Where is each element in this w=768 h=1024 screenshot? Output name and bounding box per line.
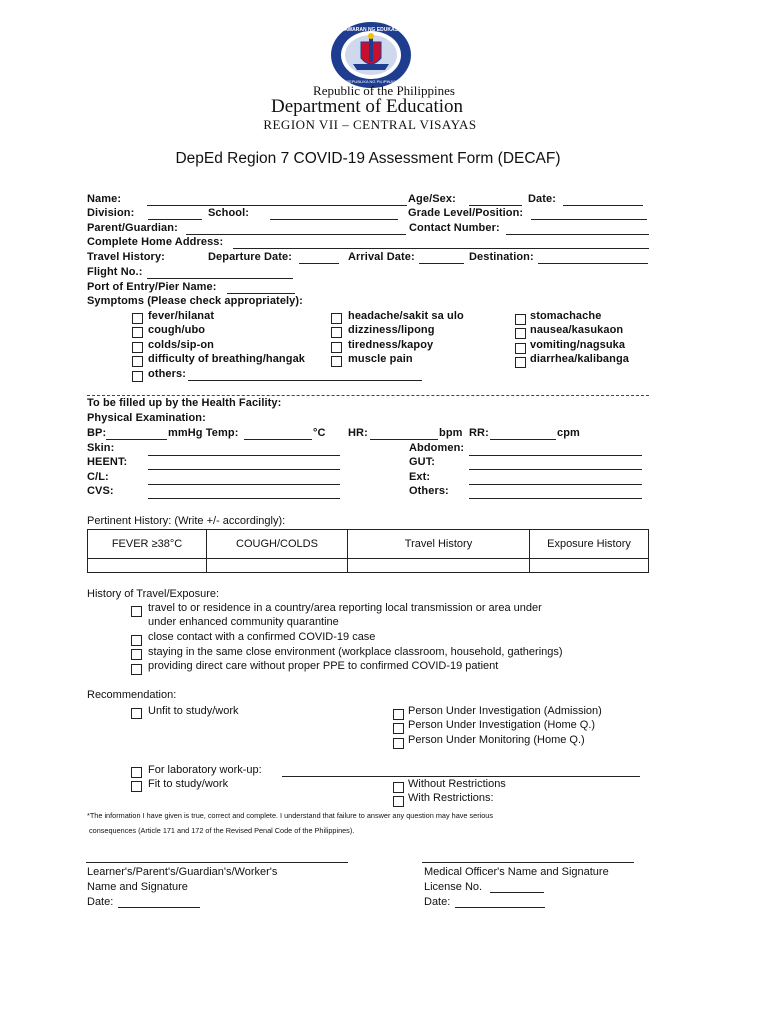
age-sex-label: Age/Sex:	[408, 193, 456, 205]
direct-care-label: providing direct care without proper PPE to confirmed COVID-19 patient	[148, 660, 499, 672]
exposure-cell[interactable]	[530, 559, 649, 573]
travel-cell[interactable]	[348, 559, 530, 573]
cvs-field[interactable]	[148, 498, 340, 499]
learner-name-signature-label: Name and Signature	[87, 881, 188, 893]
seal-inner-text: REPUBLIKA NG PILIPINAS	[346, 79, 396, 84]
dizziness-label: dizziness/lipong	[348, 324, 435, 336]
learner-date-field[interactable]	[118, 907, 200, 908]
nausea-label: nausea/kasukaon	[530, 324, 624, 336]
learner-signature-label: Learner's/Parent's/Guardian's/Worker's	[87, 866, 278, 878]
parent-guardian-field[interactable]	[186, 234, 406, 235]
vomiting-checkbox[interactable]	[515, 343, 526, 354]
pui-home-label: Person Under Investigation (Home Q.)	[408, 719, 596, 731]
medical-officer-date-label: Date:	[424, 896, 451, 908]
others-field[interactable]	[188, 380, 422, 381]
hr-label: HR:	[348, 427, 368, 439]
ext-field[interactable]	[469, 484, 642, 485]
without-restrictions-checkbox[interactable]	[393, 782, 404, 793]
school-label: School:	[208, 207, 250, 219]
date-label: Date:	[528, 193, 557, 205]
table-row	[88, 559, 649, 573]
cough-checkbox[interactable]	[132, 327, 143, 338]
departure-date-label: Departure Date:	[208, 251, 293, 263]
pertinent-history-heading: Pertinent History: (Write +/- accordingly):	[87, 515, 286, 527]
vomiting-label: vomiting/nagsuka	[530, 339, 626, 351]
flight-no-field[interactable]	[147, 278, 293, 279]
division-field[interactable]	[148, 219, 202, 220]
deped-seal-logo	[327, 20, 415, 90]
medical-officer-date-field[interactable]	[455, 907, 545, 908]
cvs-label: CVS:	[87, 485, 114, 497]
physical-exam-heading: Physical Examination:	[87, 412, 206, 424]
fit-label: Fit to study/work	[148, 778, 229, 790]
destination-field[interactable]	[538, 263, 648, 264]
disclaimer-text: *The information I have given is true, correct and complete. I understand that failure to answer any question may have serious	[87, 811, 494, 820]
cough-label: cough/ubo	[148, 324, 206, 336]
difficulty-breathing-label: difficulty of breathing/hangak	[148, 353, 306, 365]
muscle-pain-checkbox[interactable]	[331, 356, 342, 367]
diarrhea-checkbox[interactable]	[515, 357, 526, 368]
medical-officer-label: Medical Officer's Name and Signature	[424, 866, 609, 878]
fever-cell[interactable]	[88, 559, 207, 573]
travel-column-header: Travel History	[348, 530, 530, 559]
colds-label: colds/sip-on	[148, 339, 214, 351]
same-environment-checkbox[interactable]	[131, 649, 142, 660]
parent-guardian-label: Parent/Guardian:	[87, 222, 178, 234]
others-pe-label: Others:	[409, 485, 449, 497]
colds-checkbox[interactable]	[132, 342, 143, 353]
temp-field[interactable]	[244, 439, 312, 440]
destination-label: Destination:	[469, 251, 534, 263]
travel-exposure-heading: History of Travel/Exposure:	[87, 588, 220, 600]
exposure-column-header: Exposure History	[530, 530, 649, 559]
skin-field[interactable]	[148, 455, 340, 456]
arrival-date-label: Arrival Date:	[348, 251, 415, 263]
with-restrictions-label: With Restrictions:	[408, 792, 494, 804]
home-address-label: Complete Home Address:	[87, 236, 224, 248]
abdomen-field[interactable]	[469, 455, 642, 456]
others-label: others:	[148, 368, 186, 380]
division-label: Division:	[87, 207, 135, 219]
skin-label: Skin:	[87, 442, 115, 454]
with-restrictions-checkbox[interactable]	[393, 796, 404, 807]
departure-date-field[interactable]	[299, 263, 339, 264]
gut-field[interactable]	[469, 469, 642, 470]
region-label: REGION VII – CENTRAL VISAYAS	[263, 117, 477, 132]
bp-field[interactable]	[106, 439, 167, 440]
pui-admission-label: Person Under Investigation (Admission)	[408, 705, 602, 717]
dizziness-checkbox[interactable]	[331, 327, 342, 338]
table-header-row	[88, 530, 649, 559]
disclaimer-text-cont: consequences (Article 171 and 172 of the Revised Penal Code of the Philippines).	[89, 826, 355, 835]
others-checkbox[interactable]	[132, 371, 143, 382]
cl-label: C/L:	[87, 471, 109, 483]
celsius-unit: °C	[313, 427, 326, 439]
travel-residence-checkbox[interactable]	[131, 606, 142, 617]
fit-checkbox[interactable]	[131, 781, 142, 792]
unfit-checkbox[interactable]	[131, 708, 142, 719]
without-restrictions-label: Without Restrictions	[408, 778, 506, 790]
close-contact-label: close contact with a confirmed COVID-19 case	[148, 631, 376, 643]
pui-admission-checkbox[interactable]	[393, 709, 404, 720]
same-environment-label: staying in the same close environment (workplace classroom, household, gatherings)	[148, 646, 563, 658]
travel-history-label: Travel History:	[87, 251, 165, 263]
pertinent-history-table	[87, 529, 649, 573]
ext-label: Ext:	[409, 471, 431, 483]
heent-field[interactable]	[148, 469, 340, 470]
unfit-label: Unfit to study/work	[148, 705, 239, 717]
travel-residence-label-cont: under enhanced community quarantine	[148, 616, 339, 628]
abdomen-label: Abdomen:	[409, 442, 465, 454]
difficulty-breathing-checkbox[interactable]	[132, 356, 143, 367]
school-field[interactable]	[270, 219, 398, 220]
tiredness-label: tiredness/kapoy	[348, 339, 434, 351]
contact-number-label: Contact Number:	[409, 222, 500, 234]
cpm-unit: cpm	[557, 427, 580, 439]
hr-field[interactable]	[370, 439, 438, 440]
diarrhea-label: diarrhea/kalibanga	[530, 353, 630, 365]
lab-workup-label: For laboratory work-up:	[148, 764, 262, 776]
rr-field[interactable]	[490, 439, 556, 440]
contact-number-field[interactable]	[506, 234, 649, 235]
headache-checkbox[interactable]	[331, 313, 342, 324]
date-field[interactable]	[563, 205, 643, 206]
fever-label: fever/hilanat	[148, 310, 215, 322]
lab-workup-field[interactable]	[282, 776, 640, 777]
lab-workup-checkbox[interactable]	[131, 767, 142, 778]
republic-label: Republic of the Philippines	[313, 83, 455, 98]
fever-checkbox[interactable]	[132, 313, 143, 324]
pui-home-checkbox[interactable]	[393, 723, 404, 734]
headache-label: headache/sakit sa ulo	[348, 310, 464, 322]
recommendation-heading: Recommendation:	[87, 689, 177, 701]
license-no-label: License No.	[424, 881, 483, 893]
gut-label: GUT:	[409, 456, 436, 468]
pum-home-label: Person Under Monitoring (Home Q.)	[408, 734, 585, 746]
muscle-pain-label: muscle pain	[348, 353, 413, 365]
nausea-checkbox[interactable]	[515, 328, 526, 339]
name-label: Name:	[87, 193, 122, 205]
cut-line-divider	[87, 395, 649, 396]
age-sex-field[interactable]	[469, 205, 522, 206]
port-of-entry-label: Port of Entry/Pier Name:	[87, 281, 217, 293]
cl-field[interactable]	[148, 484, 340, 485]
pum-home-checkbox[interactable]	[393, 738, 404, 749]
mmhg-temp-label: mmHg Temp:	[168, 427, 239, 439]
learner-date-label: Date:	[87, 896, 114, 908]
arrival-date-field[interactable]	[419, 263, 464, 264]
rr-label: RR:	[469, 427, 489, 439]
close-contact-checkbox[interactable]	[131, 635, 142, 646]
symptoms-heading: Symptoms (Please check appropriately):	[87, 295, 303, 307]
cough-column-header: COUGH/COLDS	[207, 530, 348, 559]
health-facility-heading: To be filled up by the Health Facility:	[87, 397, 282, 409]
flight-no-label: Flight No.:	[87, 266, 143, 278]
stomachache-label: stomachache	[530, 310, 602, 322]
form-title: DepEd Region 7 COVID-19 Assessment Form (DECAF)	[175, 150, 561, 167]
home-address-field[interactable]	[233, 248, 649, 249]
grade-level-label: Grade Level/Position:	[408, 207, 524, 219]
stomachache-checkbox[interactable]	[515, 314, 526, 325]
heent-label: HEENT:	[87, 456, 128, 468]
others-pe-field[interactable]	[469, 498, 642, 499]
license-no-field[interactable]	[490, 892, 544, 893]
tiredness-checkbox[interactable]	[331, 342, 342, 353]
direct-care-checkbox[interactable]	[131, 664, 142, 675]
grade-level-field[interactable]	[531, 219, 647, 220]
medical-officer-signature-line[interactable]	[422, 862, 634, 863]
seal-outer-text: KAGAWARAN NG EDUKASYON	[333, 27, 409, 33]
travel-residence-label: travel to or residence in a country/area reporting local transmission or area under	[148, 602, 542, 614]
port-of-entry-field[interactable]	[227, 293, 295, 294]
bpm-unit: bpm	[439, 427, 463, 439]
learner-signature-line[interactable]	[86, 862, 348, 863]
bp-label: BP:	[87, 427, 107, 439]
name-field[interactable]	[147, 205, 407, 206]
department-label: Department of Education	[270, 96, 464, 117]
cough-cell[interactable]	[207, 559, 348, 573]
fever-column-header: FEVER ≥38°C	[88, 530, 207, 559]
